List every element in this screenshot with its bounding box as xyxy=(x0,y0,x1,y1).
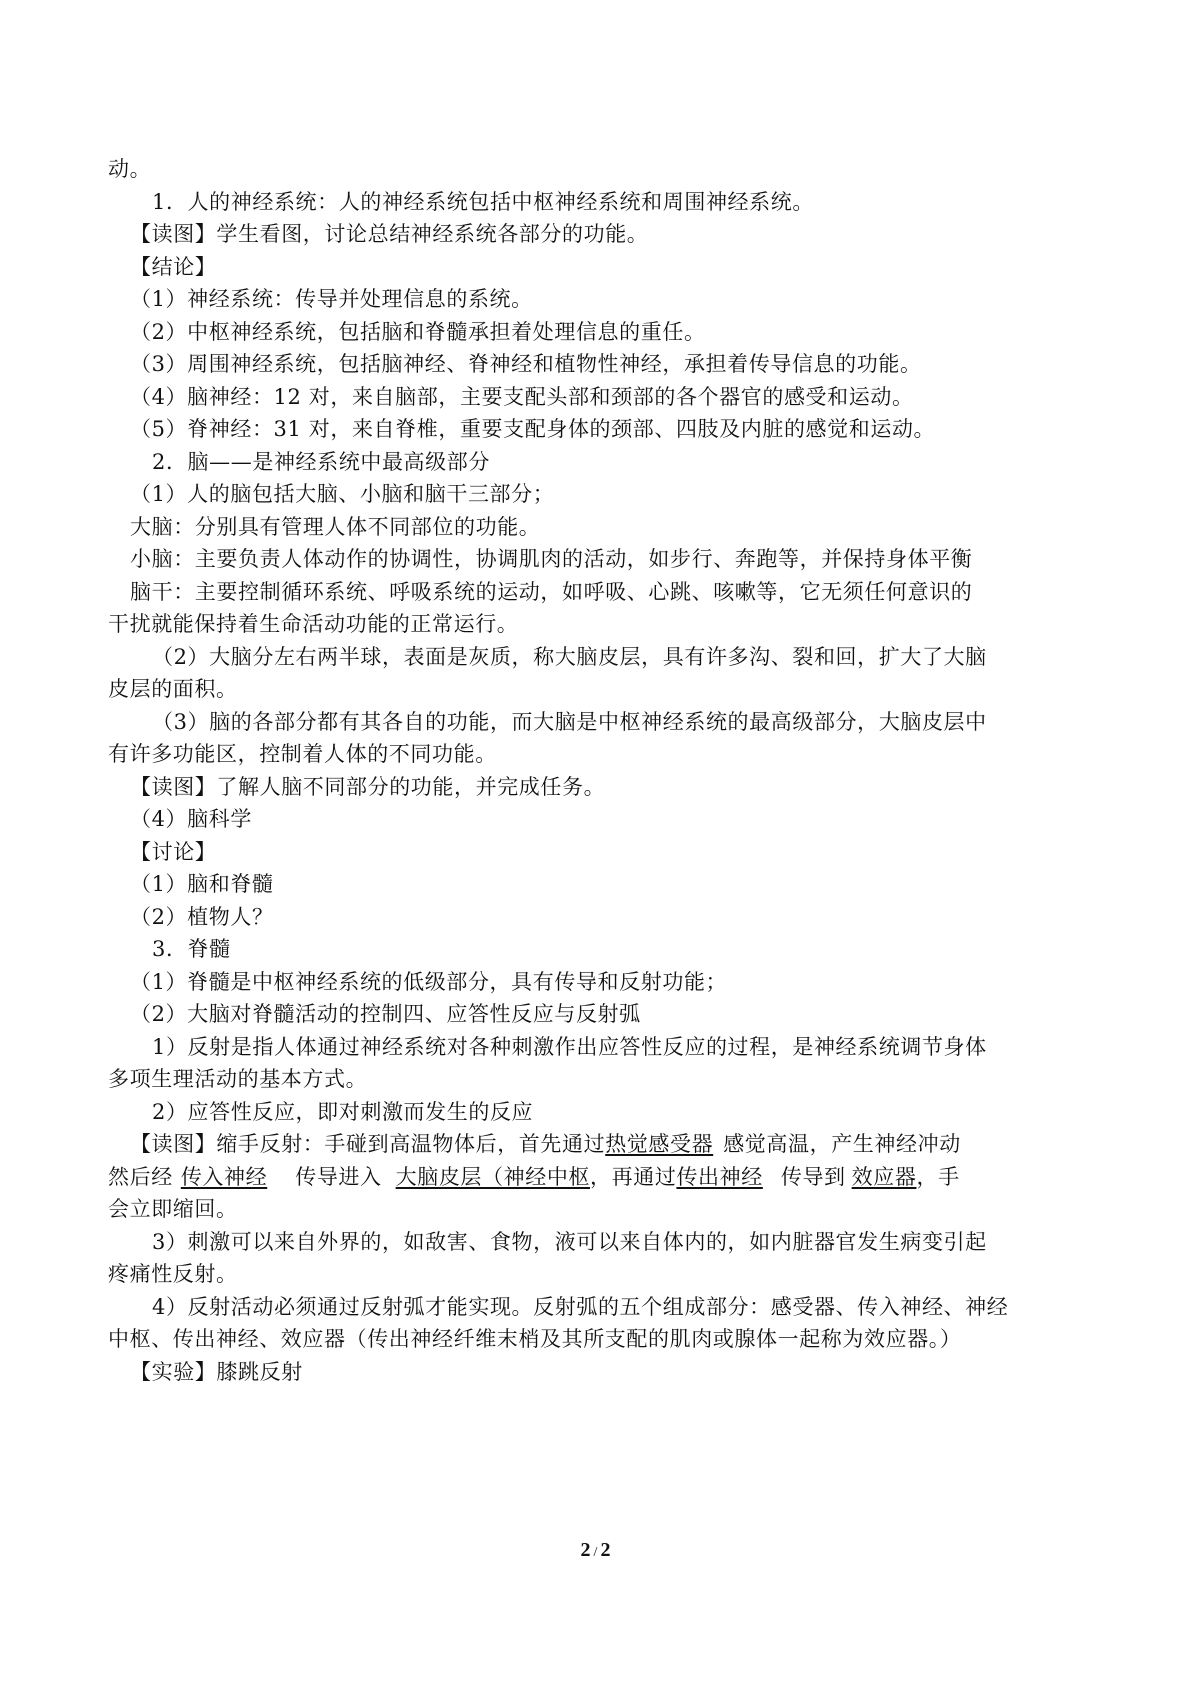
text-line: 2）应答性反应，即对刺激而发生的反应 xyxy=(152,1099,534,1124)
text-line: 大脑：分别具有管理人体不同部位的功能。 xyxy=(130,514,541,539)
text-line: 【读图】了解人脑不同部分的功能，并完成任务。 xyxy=(130,774,606,799)
page-number xyxy=(0,1539,1191,1562)
page-separator: / xyxy=(593,1545,598,1560)
text-line: 多项生理活动的基本方式。 xyxy=(108,1067,368,1091)
text-span: ，手 xyxy=(916,1164,960,1189)
text-line: 【读图】学生看图，讨论总结神经系统各部分的功能。 xyxy=(130,222,649,246)
text-line: 4）反射活动必须通过反射弧才能实现。反射弧的五个组成部分：感受器、传入神经、神经 xyxy=(152,1294,1009,1319)
text-line: 有许多功能区，控制着人体的不同功能。 xyxy=(108,742,497,766)
text-span: 【读图】缩手反射：手碰到高温物体后，首先通过 xyxy=(130,1132,606,1156)
text-line: 【结论】 xyxy=(130,254,217,279)
reflex-line-2 xyxy=(108,1161,1098,1194)
text-line: （2）大脑对脊髓活动的控制四、应答性反应与反射弧 xyxy=(130,1002,641,1026)
text-line: 3）刺激可以来自外界的，如敌害、食物，液可以来自体内的，如内脏器官发生病变引起 xyxy=(152,1229,987,1254)
fill-in-answer: 传出神经 xyxy=(676,1164,763,1189)
text-span: ，再通过 xyxy=(590,1164,677,1189)
text-span: 传导进入 xyxy=(295,1164,382,1189)
text-line: 脑干：主要控制循环系统、呼吸系统的运动，如呼吸、心跳、咳嗽等，它无须任何意识的 xyxy=(130,579,973,604)
text-line: （1）脊髓是中枢神经系统的低级部分，具有传导和反射功能； xyxy=(130,969,728,994)
text-line: 疼痛性反射。 xyxy=(108,1262,238,1286)
fill-in-answer: 效应器 xyxy=(851,1164,917,1189)
section-heading: 1．人的神经系统：人的神经系统包括中枢神经系统和周围神经系统。 xyxy=(152,189,814,214)
text-span: 然后经 xyxy=(108,1164,173,1189)
text-line: （1）脑和脊髓 xyxy=(130,872,274,896)
text-line: （1）人的脑包括大脑、小脑和脑干三部分； xyxy=(130,482,555,506)
reflex-line-1 xyxy=(108,1128,1098,1161)
text-line: （3）周围神经系统，包括脑神经、脊神经和植物性神经，承担着传导信息的功能。 xyxy=(130,352,922,376)
fill-in-answer: 传入神经 xyxy=(180,1164,268,1189)
text-line: （2）中枢神经系统，包括脑和脊髓承担着处理信息的重任。 xyxy=(130,319,706,344)
current-page: 2 xyxy=(580,1539,591,1561)
text-line: 中枢、传出神经、效应器（传出神经纤维末梢及其所支配的肌肉或腺体一起称为效应器。） xyxy=(108,1327,962,1351)
reflex-line-3: 会立即缩回。 xyxy=(108,1197,238,1221)
text-line: 【讨论】 xyxy=(130,839,217,864)
text-line: （5）脊神经：31 对，来自脊椎，重要支配身体的颈部、四肢及内脏的感觉和运动。 xyxy=(130,417,936,441)
fill-in-answer: 大脑皮层（神经中枢 xyxy=(395,1164,591,1189)
text-line: 1）反射是指人体通过神经系统对各种刺激作出应答性反应的过程，是神经系统调节身体 xyxy=(152,1034,987,1059)
section-heading: 2．脑——是神经系统中最高级部分 xyxy=(152,449,490,474)
fill-in-answer: 热觉感受器 xyxy=(605,1132,714,1156)
text-line: 【实验】膝跳反射 xyxy=(130,1359,303,1384)
text-line: （1）神经系统：传导并处理信息的系统。 xyxy=(130,287,533,311)
text-line: 干扰就能保持着生命活动功能的正常运行。 xyxy=(108,612,519,636)
text-span: 传导到 xyxy=(780,1164,846,1189)
text-line: 小脑：主要负责人体动作的协调性，协调肌肉的活动，如步行、奔跑等，并保持身体平衡 xyxy=(130,547,973,571)
text-line: （4）脑科学 xyxy=(130,807,252,831)
text-line: 动。 xyxy=(108,157,152,181)
section-heading: 3．脊髓 xyxy=(152,937,231,961)
total-pages: 2 xyxy=(600,1539,611,1561)
text-line: （4）脑神经：12 对，来自脑部，主要支配头部和颈部的各个器官的感受和运动。 xyxy=(130,384,914,409)
document-body xyxy=(108,153,1098,1388)
text-line: （2）大脑分左右两半球，表面是灰质，称大脑皮层，具有许多沟、裂和回，扩大了大脑 xyxy=(152,644,987,669)
text-line: 皮层的面积。 xyxy=(108,677,238,701)
text-span: 感觉高温，产生神经冲动 xyxy=(723,1132,961,1156)
text-line: （3）脑的各部分都有其各自的功能，而大脑是中枢神经系统的最高级部分，大脑皮层中 xyxy=(152,709,987,734)
text-line: （2）植物人？ xyxy=(130,904,274,929)
